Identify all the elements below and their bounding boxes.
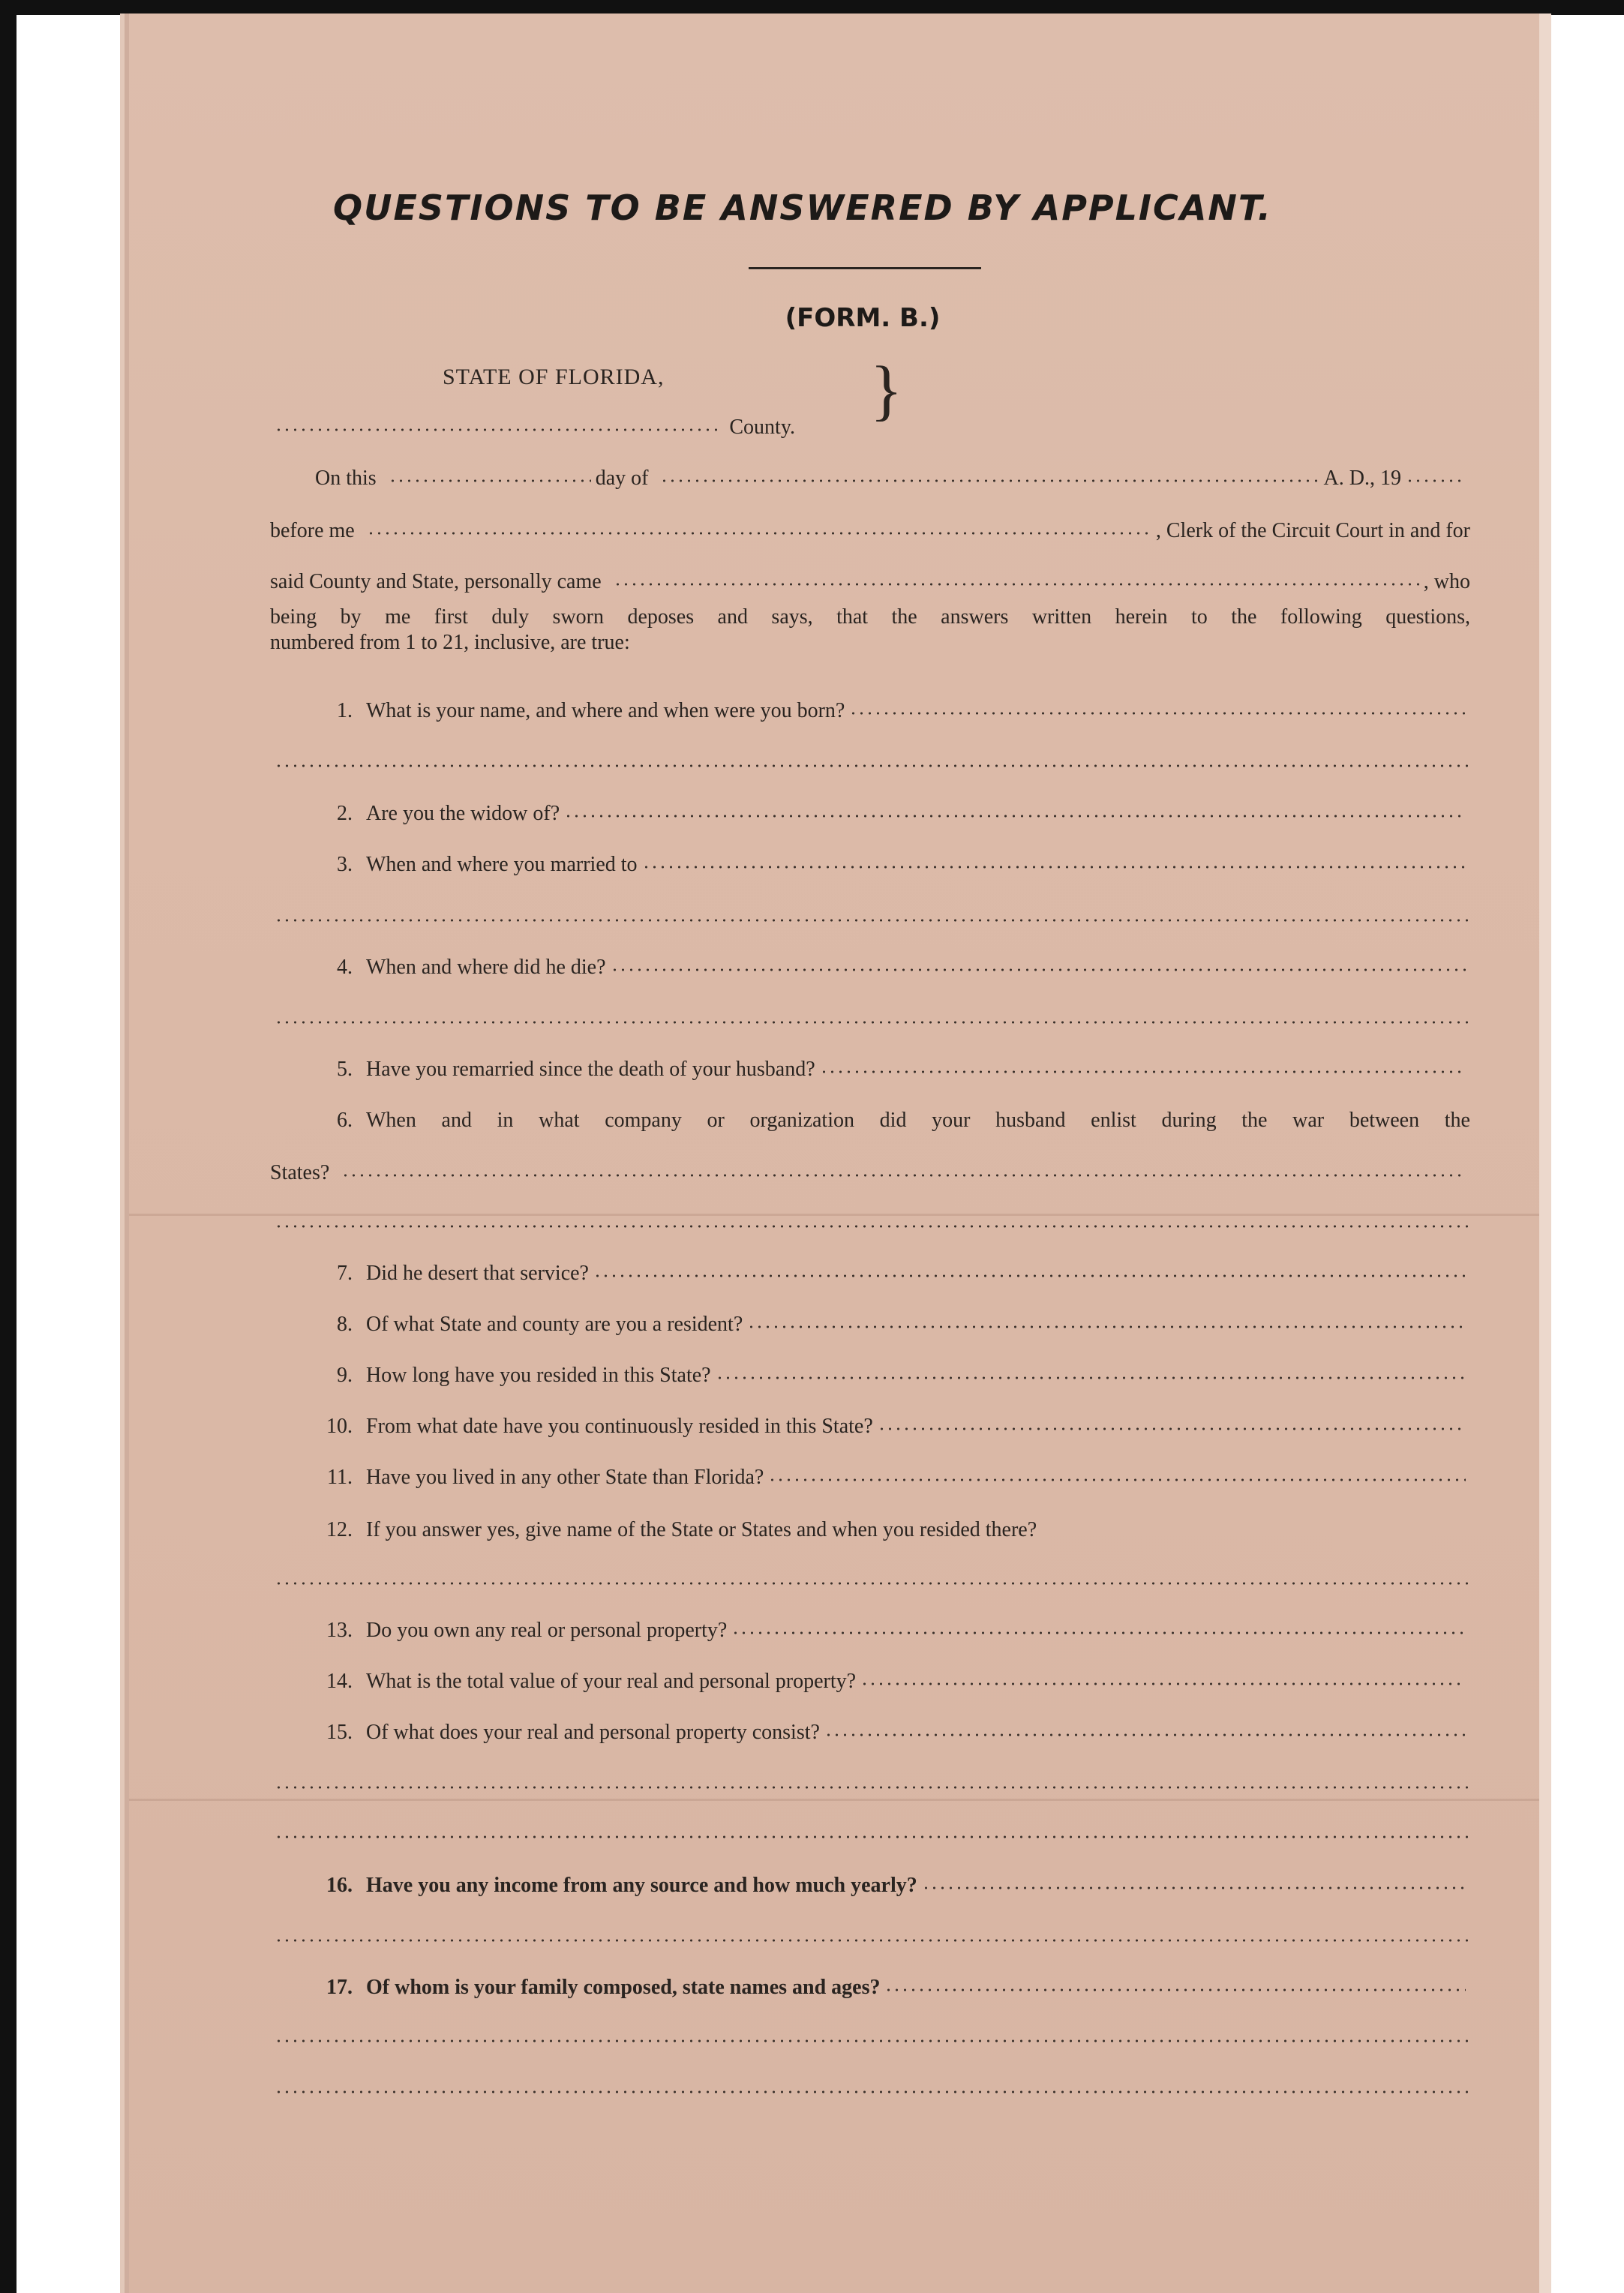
answer-blank[interactable] (275, 1580, 1470, 1587)
county-label: County. (729, 416, 795, 439)
question-2 (270, 791, 1470, 826)
answer-blank[interactable] (731, 1629, 1466, 1637)
question-8 (270, 1302, 1470, 1337)
answer-blank[interactable] (922, 1884, 1466, 1892)
personally-came-line (270, 560, 1470, 594)
question-14 (270, 1659, 1470, 1694)
answer-blank[interactable] (716, 1374, 1466, 1382)
paper-fold (129, 1214, 1539, 1216)
question-text: If you answer yes, give name of the State or States and when you resided there? (366, 1518, 1037, 1541)
question-number: 2. (337, 802, 353, 825)
answer-blank[interactable] (275, 2037, 1470, 2045)
question-6 (270, 1098, 1470, 1133)
question-number: 12. (326, 1518, 353, 1541)
question-text: When and where you married to (366, 853, 638, 876)
clerk-label: , Clerk of the Circuit Court in and for (1155, 519, 1470, 542)
question-text: Of what State and county are you a resident? (366, 1313, 743, 1336)
question-number: 4. (337, 956, 353, 979)
question-number: 17. (326, 1976, 353, 1999)
question-text: Do you own any real or personal property? (366, 1619, 728, 1642)
answer-blank[interactable] (564, 812, 1466, 820)
title-rule (749, 267, 981, 269)
question-number: 9. (337, 1364, 353, 1387)
question-16 (270, 1863, 1470, 1898)
question-text: From what date have you continuously resided in this State? (366, 1415, 873, 1438)
question-number: 15. (326, 1721, 353, 1744)
question-text: What is the total value of your real and personal property? (366, 1670, 857, 1693)
answer-blank[interactable] (820, 1068, 1466, 1076)
answer-blank[interactable] (768, 1476, 1466, 1484)
question-number: 13. (326, 1619, 353, 1642)
question-number: 3. (337, 853, 353, 876)
answer-blank[interactable] (849, 710, 1466, 717)
question-number: 14. (326, 1670, 353, 1693)
scan-border-top (0, 0, 1624, 15)
form-designation: (FORM. B.) (785, 303, 941, 333)
question-text: When and where did he die? (366, 956, 606, 979)
answer-blank[interactable] (275, 1937, 1470, 1944)
answer-blank[interactable] (824, 1731, 1466, 1739)
answer-blank[interactable] (275, 1019, 1470, 1026)
year-blank[interactable] (1406, 477, 1466, 485)
answer-blank[interactable] (275, 1784, 1470, 1791)
answer-blank[interactable] (275, 762, 1470, 770)
question-15 (270, 1710, 1470, 1745)
answer-blank[interactable] (884, 1986, 1466, 1994)
question-text: Of whom is your family composed, state names and ages? (366, 1976, 881, 1999)
question-9 (270, 1353, 1470, 1388)
answer-blank[interactable] (860, 1680, 1466, 1688)
question-number: 8. (337, 1313, 353, 1336)
answer-blank[interactable] (275, 1833, 1470, 1841)
before-me-label: before me (270, 519, 355, 542)
date-line (315, 456, 1470, 491)
day-of-label: day of (595, 467, 649, 490)
question-number: 6. (337, 1109, 353, 1132)
answer-blank[interactable] (341, 1172, 1466, 1179)
question-number: 16. (326, 1874, 353, 1897)
question-number: 7. (337, 1262, 353, 1285)
sworn-statement-1: being by me first duly sworn deposes and says, that the answers written herein to the following questions, (270, 605, 1470, 629)
question-5 (270, 1047, 1470, 1082)
answer-blank[interactable] (275, 917, 1470, 924)
answer-blank[interactable] (275, 2088, 1470, 2096)
question-number: 1. (337, 699, 353, 722)
question-7 (270, 1251, 1470, 1286)
applicant-name-blank[interactable] (614, 581, 1419, 588)
question-number: 5. (337, 1058, 353, 1081)
question-number: 11. (327, 1466, 353, 1489)
question-text: When and in what company or organization did your husband enlist during the war between the (366, 1109, 1470, 1132)
question-10 (270, 1404, 1470, 1439)
question-text: Have you any income from any source and how much yearly? (366, 1874, 917, 1897)
paper-edge (1539, 14, 1551, 2293)
answer-blank[interactable] (593, 1272, 1466, 1280)
question-13 (270, 1608, 1470, 1643)
ad-label: A. D., 19 (1323, 467, 1401, 490)
question-3 (270, 842, 1470, 877)
question-text: How long have you resided in this State? (366, 1364, 711, 1387)
question-text: What is your name, and where and when were you born? (366, 699, 845, 722)
question-text: Did he desert that service? (366, 1262, 589, 1285)
day-blank[interactable] (389, 477, 591, 485)
question-1 (270, 689, 1470, 723)
question-text: States? (270, 1161, 330, 1184)
question-4 (270, 945, 1470, 980)
county-line (270, 405, 795, 440)
who-label: , who (1423, 570, 1470, 593)
state-label: STATE OF FLORIDA, (443, 365, 665, 389)
sworn-statement-2: numbered from 1 to 21, inclusive, are true: (270, 631, 630, 654)
month-blank[interactable] (660, 477, 1319, 485)
brace-icon: } (870, 353, 903, 428)
answer-blank[interactable] (611, 966, 1466, 974)
question-text: Of what does your real and personal property consist? (366, 1721, 820, 1744)
answer-blank[interactable] (878, 1425, 1466, 1433)
clerk-name-blank[interactable] (367, 530, 1151, 537)
answer-blank[interactable] (747, 1323, 1466, 1331)
question-text: Are you the widow of? (366, 802, 560, 825)
question-6-continued (270, 1151, 1470, 1185)
answer-blank[interactable] (275, 1223, 1470, 1230)
question-text: Have you remarried since the death of your husband? (366, 1058, 815, 1081)
question-11 (270, 1455, 1470, 1490)
question-17 (270, 1965, 1470, 2000)
county-blank[interactable] (275, 426, 720, 434)
on-this-label: On this (315, 467, 377, 490)
scan-border-left (0, 0, 17, 2293)
before-me-line (270, 509, 1470, 543)
paper-fold (129, 1799, 1539, 1801)
question-12 (270, 1508, 1470, 1542)
said-county-label: said County and State, personally came (270, 570, 602, 593)
form-title: QUESTIONS TO BE ANSWERED BY APPLICANT. (333, 188, 1272, 228)
answer-blank[interactable] (642, 863, 1466, 871)
question-text: Have you lived in any other State than Florida? (366, 1466, 764, 1489)
question-number: 10. (326, 1415, 353, 1438)
